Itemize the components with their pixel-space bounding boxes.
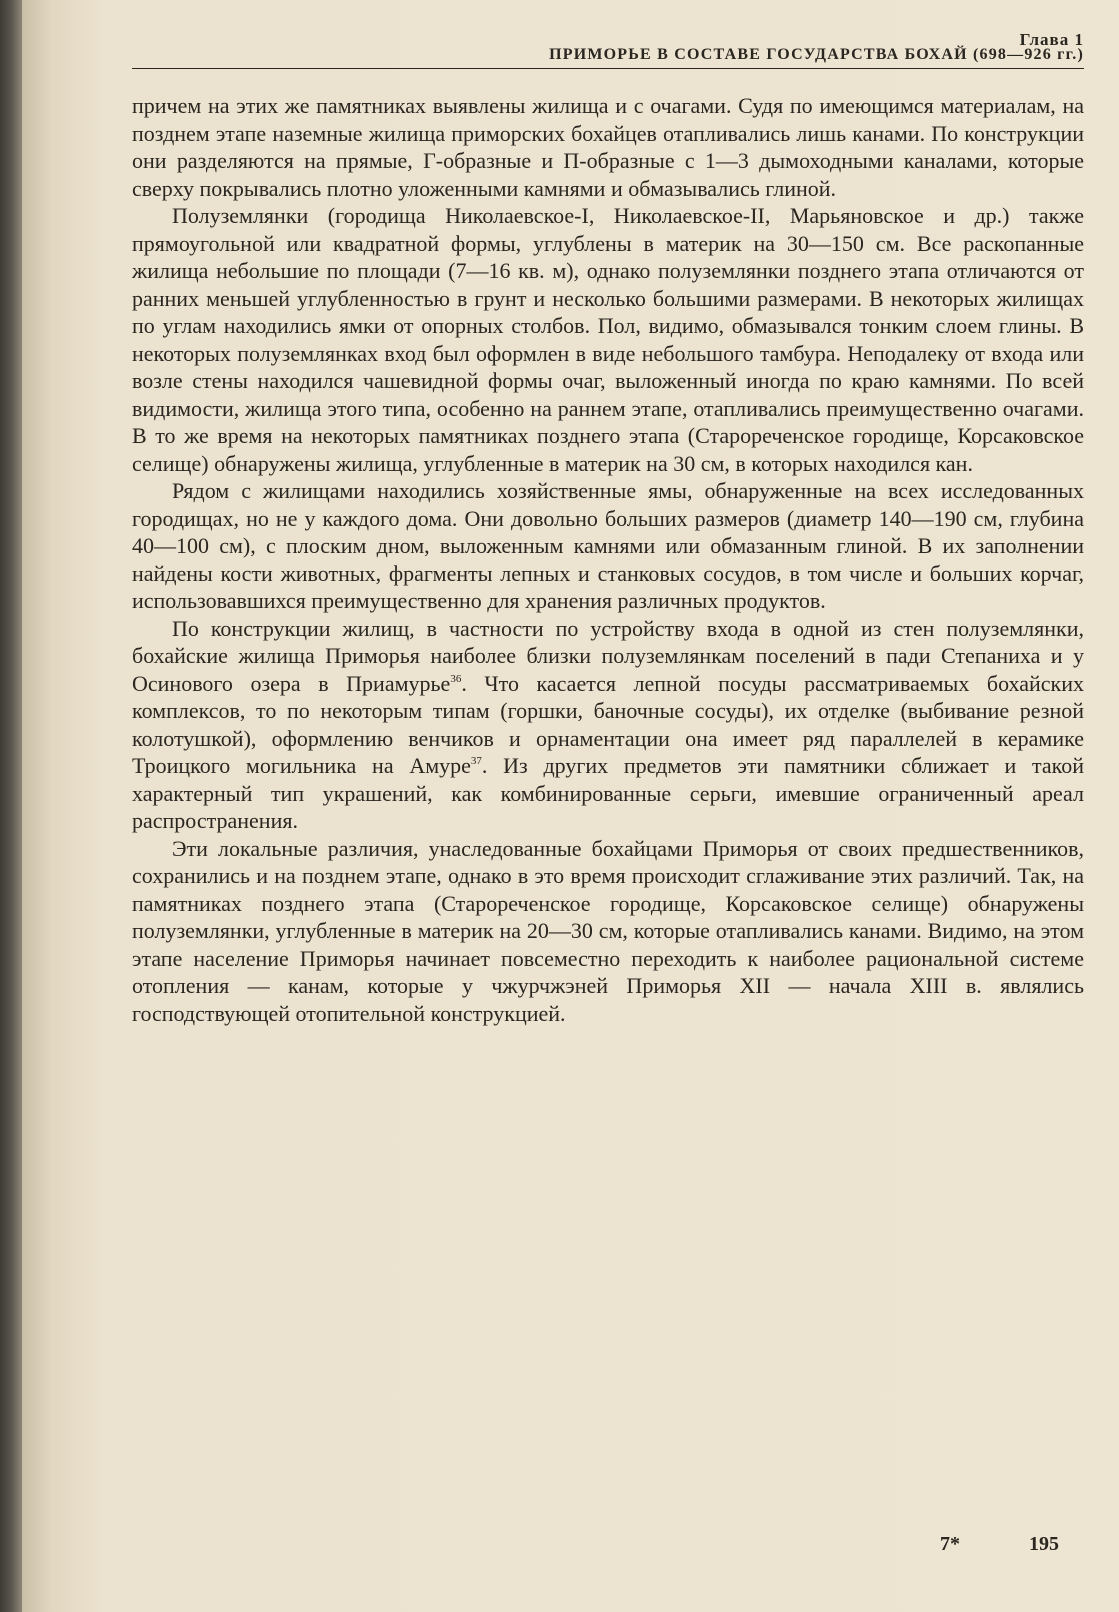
paragraph-text: По конструкции жилищ, в частности по устройству входа в одной из стен полуземлянки, бохайские жилища Приморья наиболее близки полуземлянкам поселений в пади Степаниха и у Осинового озера в Приамурье [132,615,1084,696]
paragraph-text: . Из других предметов эти памятники сближает и такой характерный тип украшений, как комбинированные серьги, имевшие ограниченный ареал распространения. [132,753,1084,833]
book-spine [0,0,22,1612]
paragraph: Эти локальные различия, унаследованные бохайцами Приморья от своих предшественников, сохранились и на позднем этапе, однако в это время происходит сглаживание этих различий. Так, на памятниках позднего этапа (Старореченское городище, Корсаковское селище) обнаружены полуземлянки, углубленные в материк на 20—30 см, которые отапливались канами. Видимо, на этом этапе население Приморья начинает повсеместно переходить к наиболее рациональной системе отопления — канам, которые у чжурчжэней Приморья XII — начала XIII в. являлись господствующей отопительной конструкцией. [132,835,1084,1026]
body-text [132,92,1084,1027]
paragraph: Полуземлянки (городища Николаевское-I, Николаевское-II, Марьяновское и др.) также прямоугольной или квадратной формы, углублены в материк на 30—150 см. Все раскопанные жилища небольшие по площади (7—16 кв. м), однако полуземлянки позднего этапа отличаются от ранних меньшей углубленностью в грунт и несколько большими размерами. В некоторых жилищах по углам находились ямки от опорных столбов. Пол, видимо, обмазывался тонким слоем глины. В некоторых полуземлянках вход был оформлен в виде небольшого тамбура. Неподалеку от входа или возле стены находился чашевидной формы очаг, выложенный иногда по краю камнями. По всей видимости, жилища этого типа, особенно на раннем этапе, отапливались преимущественно очагами. В то же время на некоторых памятниках позднего этапа (Старореченское городище, Корсаковское селище) обнаружены жилища, углубленные в материк на 30 см, в которых находился кан. [132,203,1084,476]
footnote-ref: 36 [450,672,462,685]
paragraph: причем на этих же памятниках выявлены жилища и с очагами. Судя по имеющимся материалам, на позднем этапе наземные жилища приморских бохайцев отапливались лишь канами. По конструкции они разделяются на прямые, Г-образные и П-образные с 1—3 дымоходными каналами, которые сверху покрывались плотно уложенными камнями и обмазывались глиной. [132,93,1084,201]
printer-signature: 7* [940,1533,960,1555]
running-header [132,30,1084,70]
header-rule [132,68,1084,69]
paragraph: Рядом с жилищами находились хозяйственные ямы, обнаруженные на всех исследованных городищах, но не у каждого дома. Они довольно больших размеров (диаметр 140—190 см, глубина 40—100 см), с плоским дном, выложенным камнями или обмазанным глиной. В их заполнении найдены кости животных, фрагменты лепных и станковых сосудов, в том числе и больших корчаг, использовавшихся преимущественно для хранения различных продуктов. [132,478,1084,613]
paragraph-text: . Что касается лепной посуды рассматриваемых бохайских комплексов, то по некоторым типам (горшки, баночные сосуды), их отделке (выбивание резной колотушкой), оформлению венчиков и орнаментации она имеет ряд параллелей в керамике Троицкого могильника на Амуре [132,670,1084,778]
footnote-ref: 37 [470,755,482,767]
paragraph [132,615,1084,835]
chapter-label: Глава 1 [1019,30,1084,49]
running-title: ПРИМОРЬЕ В СОСТАВЕ ГОСУДАРСТВА БОХАЙ (698—926 гг.) [549,46,1084,63]
page-number: 195 [1029,1533,1059,1555]
